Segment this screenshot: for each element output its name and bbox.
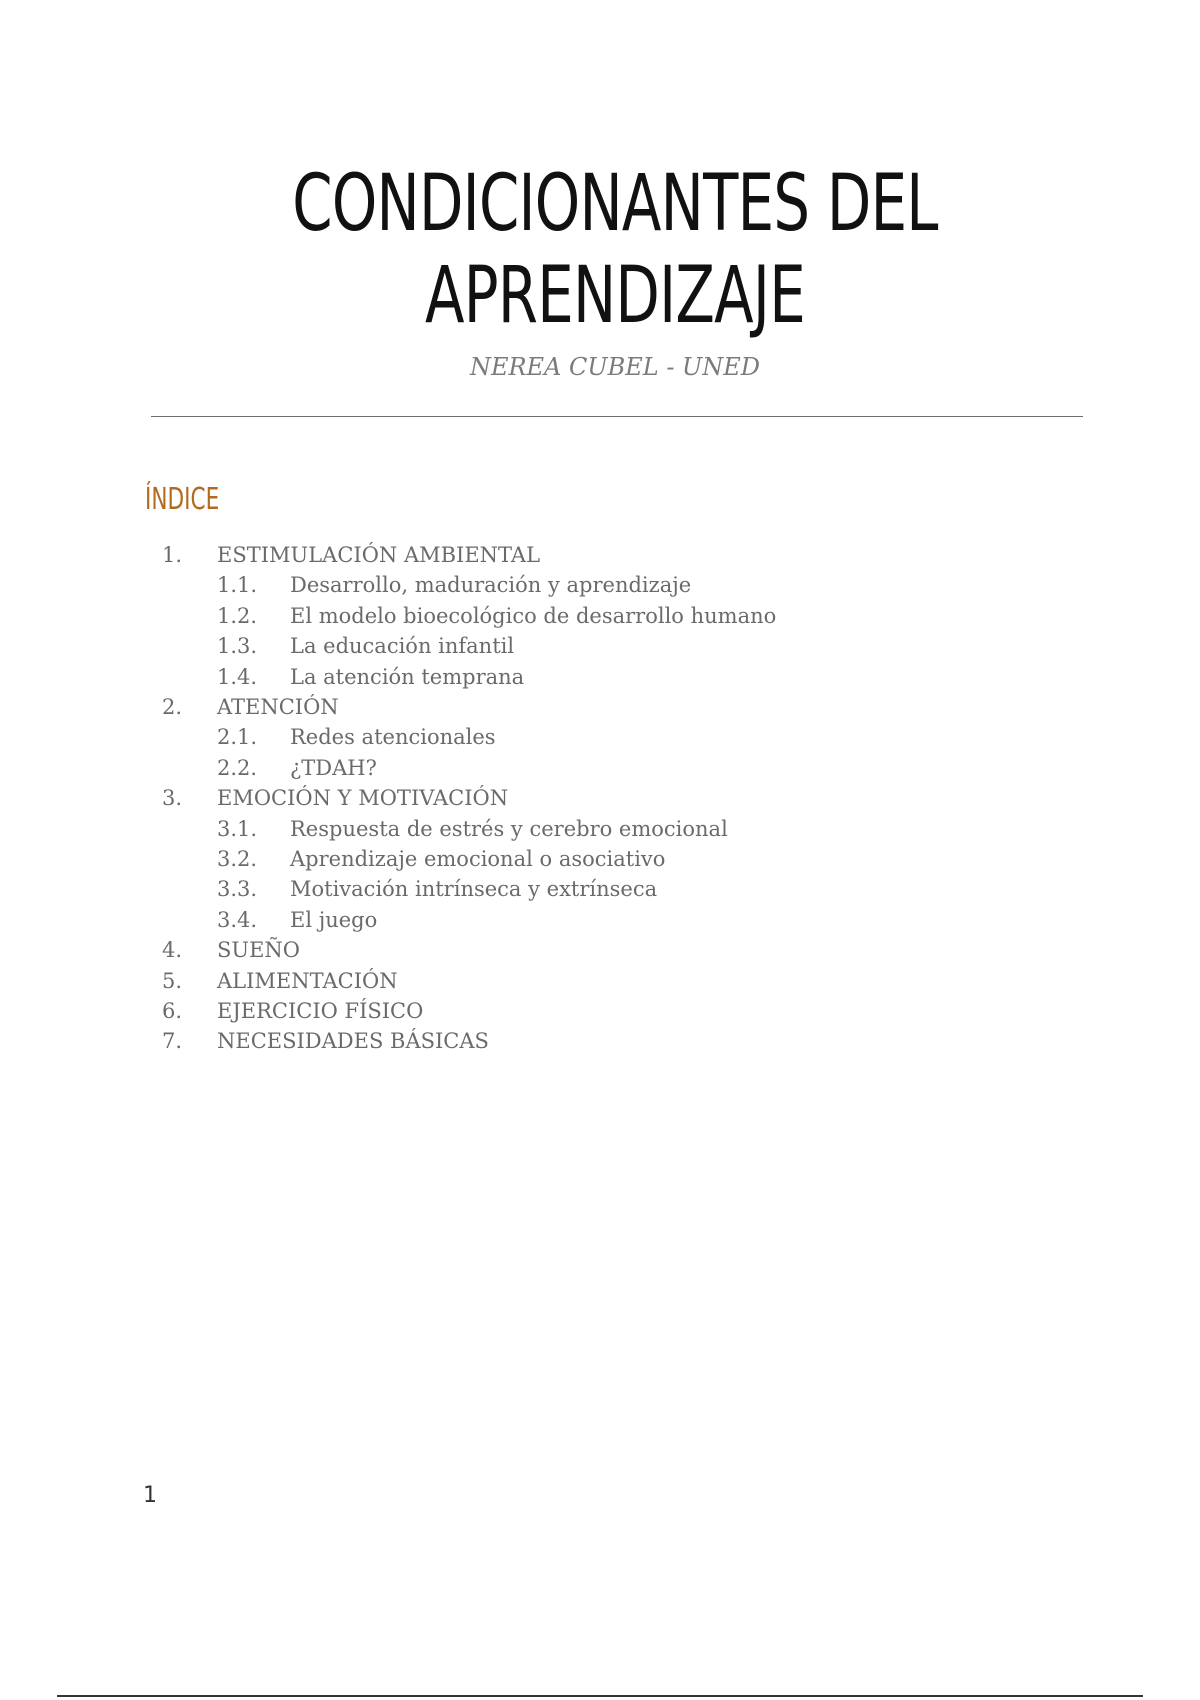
toc-entry-label: NECESIDADES BÁSICAS	[217, 1029, 489, 1054]
toc-entry-number: 6.	[162, 999, 183, 1023]
toc-entry-label: Aprendizaje emocional o asociativo	[290, 847, 666, 871]
toc-entry-label: Respuesta de estrés y cerebro emocional	[290, 816, 728, 841]
title-line-1: CONDICIONANTES DEL	[292, 159, 938, 249]
toc-entry-number: 4.	[162, 938, 183, 963]
toc-entry-number: 3.1.	[217, 816, 258, 841]
footer-divider	[57, 1695, 1143, 1697]
toc-entry-number: 3.4.	[217, 907, 258, 932]
toc-entry-label: ATENCIÓN	[217, 695, 339, 719]
toc-entry-number: 2.	[162, 695, 183, 719]
toc-entry-number: 1.	[162, 543, 183, 567]
toc-entry-label: El juego	[290, 907, 378, 932]
toc-entry-label: Motivación intrínseca y extrínseca	[290, 877, 658, 902]
toc-entry-number: 3.	[162, 786, 183, 811]
title-divider	[151, 416, 1083, 417]
toc-entry-number: 1.2.	[217, 603, 258, 628]
author-subtitle: NEREA CUBEL - UNED	[469, 353, 761, 381]
toc-entry-label: ESTIMULACIÓN AMBIENTAL	[217, 543, 541, 567]
toc-entry-label: ALIMENTACIÓN	[217, 968, 398, 993]
toc-entry-number: 5.	[162, 968, 183, 993]
title-line-2: APRENDIZAJE	[425, 251, 805, 341]
toc-entry-label: Desarrollo, maduración y aprendizaje	[290, 573, 692, 598]
toc-entry-number: 3.2.	[217, 847, 258, 871]
toc-entry-label: La atención temprana	[290, 664, 525, 689]
page-number: 1	[143, 1483, 157, 1508]
toc-entry-number: 1.3.	[217, 634, 258, 659]
toc-entry-number: 2.2.	[217, 755, 258, 780]
toc-entry-label: El modelo bioecológico de desarrollo humano	[290, 603, 777, 628]
toc-entry-number: 1.1.	[217, 573, 258, 598]
toc-entry-number: 1.4.	[217, 664, 258, 689]
toc-entry-label: SUEÑO	[217, 938, 301, 963]
toc-entry-number: 7.	[162, 1029, 183, 1054]
toc-entry-label: Redes atencionales	[290, 725, 496, 750]
document-title	[271, 158, 959, 342]
toc-entry-label: La educación infantil	[290, 634, 515, 659]
toc-entry-label: EJERCICIO FÍSICO	[217, 999, 424, 1023]
toc-entry-number: 2.1.	[217, 725, 258, 750]
toc-entry-label: EMOCIÓN Y MOTIVACIÓN	[217, 786, 509, 811]
toc-entry-number: 3.3.	[217, 877, 258, 902]
index-heading: ÍNDICE	[145, 482, 220, 517]
toc-entry-label: ¿TDAH?	[290, 755, 377, 780]
